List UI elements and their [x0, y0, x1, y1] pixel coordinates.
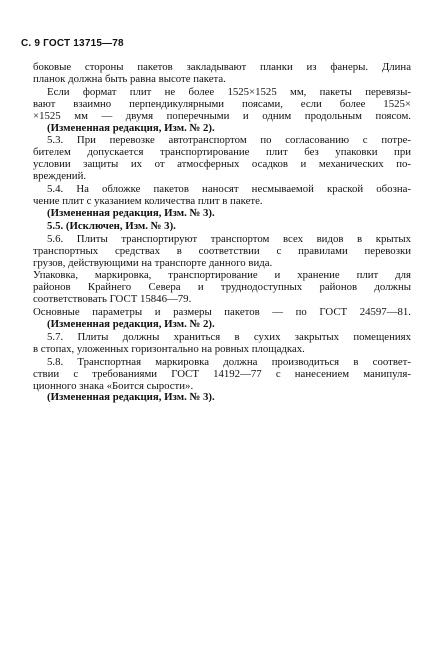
paragraph [33, 234, 411, 270]
text-line: 5.6. Плиты транспортируют транспортом всех видов в крытых [47, 233, 411, 245]
page-header: С. 9 ГОСТ 13715—78 [21, 38, 124, 49]
text-line: 5.8. Транспортная маркировка должна производиться в соответ- [47, 356, 411, 368]
text-line: вреждений. [33, 171, 87, 183]
text-line: чение плит с указанием количества плит в пакете. [33, 195, 263, 207]
text-line: в стопах, уложенных горизонтально на ровных площадках. [33, 343, 305, 355]
text-line: 5.4. На обложке пакетов наносят несмываемой краской обозна- [47, 184, 411, 196]
text-line: 5.3. При перевозке автотранспортом по согласованию с потре- [47, 135, 411, 147]
amendment-note-line: (Измененная редакция, Изм. № 3). [47, 207, 215, 219]
text-line: ствии с требованиями ГОСТ 14192—77 с нанесением манипуля- [33, 368, 411, 380]
text-line: Если формат плит не более 1525×1525 мм, пакеты перевязы- [47, 86, 411, 98]
text-line: Упаковка, маркировка, транспортирование и хранение плит для [33, 270, 411, 282]
amendment-note-line: 5.5. (Исключен, Изм. № 3). [47, 220, 176, 232]
paragraph [33, 332, 411, 356]
text-line: вают взаимно перпендикулярными поясами, если более 1525× [33, 98, 411, 110]
paragraph [33, 87, 411, 135]
paragraph [33, 184, 411, 220]
amendment-note-line: (Измененная редакция, Изм. № 3). [47, 392, 215, 404]
amendment-note-line: (Измененная редакция, Изм. № 2). [47, 319, 215, 331]
text-line: грузов, действующими на транспорте данного вида. [33, 257, 273, 269]
text-line: ×1525 мм — двумя поперечными и одним продольным поясом. [33, 110, 411, 122]
paragraph [33, 270, 411, 306]
text-line: бителем допускается транспортирование плит без упаковки при [33, 147, 411, 159]
text-line: 5.7. Плиты должны храниться в сухих закрытых помещениях [47, 331, 411, 343]
text-line: Основные параметры и размеры пакетов — по ГОСТ 24597—81. [33, 307, 411, 319]
amendment-note-line: (Измененная редакция, Изм. № 2). [47, 122, 215, 134]
text-line: транспортных средствах в соответствии с правилами перевозки [33, 245, 411, 257]
text-line: боковые стороны пакетов закладывают планки из фанеры. Длина [33, 62, 411, 73]
paragraph [33, 221, 411, 233]
paragraph [33, 307, 411, 331]
paragraph [33, 135, 411, 183]
text-line: ционного знака «Боится сырости». [33, 380, 194, 392]
text-line: планок должна быть равна высоте пакета. [33, 73, 226, 85]
paragraph [33, 62, 411, 86]
text-line: районов Крайнего Севера и труднодоступных районов должны [33, 282, 411, 294]
paragraph [33, 357, 411, 405]
document-body [33, 62, 411, 405]
text-line: соответствовать ГОСТ 15846—79. [33, 294, 192, 306]
text-line: условии защиты их от атмосферных осадков и механических по- [33, 159, 411, 171]
